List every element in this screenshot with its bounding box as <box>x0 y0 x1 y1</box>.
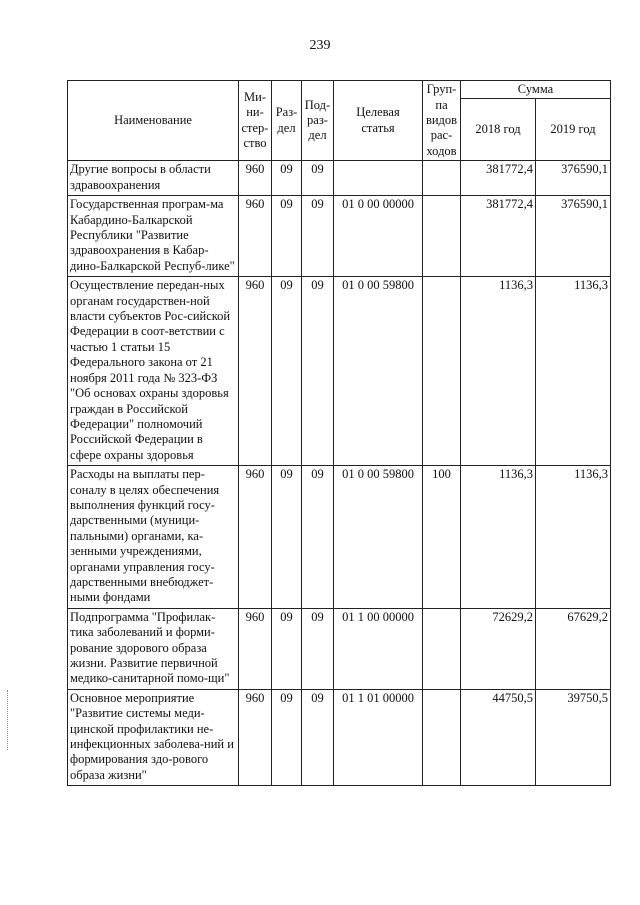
table-header <box>68 81 611 161</box>
table-row <box>68 161 611 196</box>
table-row <box>68 689 611 785</box>
row-section: 09 <box>272 466 302 609</box>
row-ministry: 960 <box>239 689 272 785</box>
header-ministry: Ми- ни- стер- ство <box>239 81 272 161</box>
header-year-2018: 2018 год <box>461 99 536 161</box>
row-subsection: 09 <box>302 689 334 785</box>
header-year-2019: 2019 год <box>536 99 611 161</box>
budget-table <box>67 80 611 786</box>
row-subsection: 09 <box>302 608 334 689</box>
row-sum-2018: 44750,5 <box>461 689 536 785</box>
row-sum-2018: 381772,4 <box>461 196 536 277</box>
header-subsection: Под- раз- дел <box>302 81 334 161</box>
row-section: 09 <box>272 161 302 196</box>
row-target <box>334 161 423 196</box>
row-ministry: 960 <box>239 196 272 277</box>
row-ministry: 960 <box>239 466 272 609</box>
row-sum-2018: 72629,2 <box>461 608 536 689</box>
table-row <box>68 466 611 609</box>
row-section: 09 <box>272 689 302 785</box>
row-sum-2018: 1136,3 <box>461 277 536 466</box>
row-expense-group <box>423 689 461 785</box>
row-target: 01 1 00 00000 <box>334 608 423 689</box>
header-target: Целевая статья <box>334 81 423 161</box>
header-name: Наименование <box>68 81 239 161</box>
row-name: Расходы на выплаты пер-соналу в целях обеспечения выполнения функций госу-дарственными (муници-пальными) органами, ка-зенными учреждениями, органами управления госу-дарственными внебюджет-ными фондами <box>68 466 239 609</box>
row-name: Государственная програм-ма Кабардино-Балкарской Республики "Развитие здравоохранения в Кабар-дино-Балкарской Респуб-лике" <box>68 196 239 277</box>
row-expense-group <box>423 608 461 689</box>
table-row <box>68 608 611 689</box>
row-ministry: 960 <box>239 277 272 466</box>
row-expense-group: 100 <box>423 466 461 609</box>
header-expense-group: Груп- па видов рас- ходов <box>423 81 461 161</box>
row-section: 09 <box>272 277 302 466</box>
row-expense-group <box>423 161 461 196</box>
row-subsection: 09 <box>302 161 334 196</box>
row-target: 01 0 00 59800 <box>334 277 423 466</box>
row-sum-2019: 1136,3 <box>536 277 611 466</box>
header-section: Раз- дел <box>272 81 302 161</box>
row-expense-group <box>423 196 461 277</box>
row-name: Подпрограмма "Профилак-тика заболеваний и форми-рование здорового образа жизни. Развитие первичной медико-санитарной помо-щи" <box>68 608 239 689</box>
row-target: 01 0 00 00000 <box>334 196 423 277</box>
page-number: 239 <box>309 38 331 53</box>
margin-marks <box>7 690 11 750</box>
row-subsection: 09 <box>302 466 334 609</box>
row-ministry: 960 <box>239 608 272 689</box>
row-sum-2019: 1136,3 <box>536 466 611 609</box>
row-section: 09 <box>272 608 302 689</box>
row-sum-2019: 376590,1 <box>536 161 611 196</box>
row-name: Осуществление передан-ных органам государствен-ной власти субъектов Рос-сийской Федерации в соот-ветствии с частью 1 статьи 15 Федерального закона от 21 ноября 2011 года № 323-ФЗ "Об основах охраны здоровья граждан в Российской Федерации" полномочий Российской Федерации в сфере охраны здоровья <box>68 277 239 466</box>
row-subsection: 09 <box>302 196 334 277</box>
row-expense-group <box>423 277 461 466</box>
row-sum-2019: 39750,5 <box>536 689 611 785</box>
row-ministry: 960 <box>239 161 272 196</box>
table-row <box>68 196 611 277</box>
row-sum-2019: 376590,1 <box>536 196 611 277</box>
row-sum-2018: 381772,4 <box>461 161 536 196</box>
header-sum: Сумма <box>461 81 611 99</box>
table-body <box>68 161 611 786</box>
row-target: 01 0 00 59800 <box>334 466 423 609</box>
row-sum-2019: 67629,2 <box>536 608 611 689</box>
table-row <box>68 277 611 466</box>
row-subsection: 09 <box>302 277 334 466</box>
row-name: Другие вопросы в области здравоохранения <box>68 161 239 196</box>
row-section: 09 <box>272 196 302 277</box>
row-sum-2018: 1136,3 <box>461 466 536 609</box>
row-name: Основное мероприятие "Развитие системы меди-цинской профилактики не-инфекционных заболева-ний и формирования здо-рового образа жизни" <box>68 689 239 785</box>
row-target: 01 1 01 00000 <box>334 689 423 785</box>
